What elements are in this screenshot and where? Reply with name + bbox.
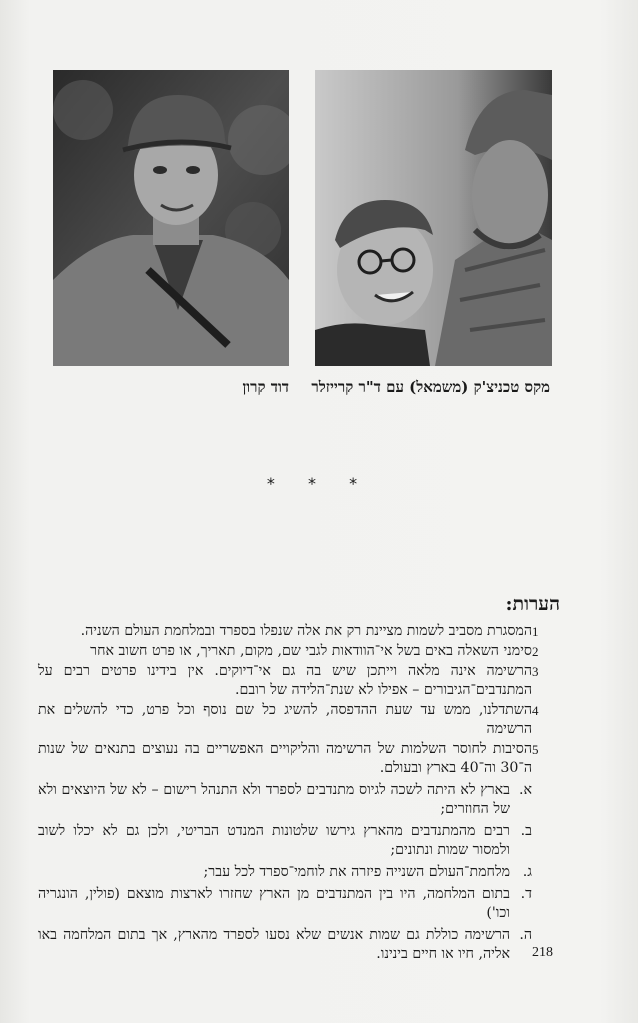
note-number: 2 (532, 644, 539, 659)
note-item (38, 662, 560, 700)
photo-portrait-david-keren (53, 70, 289, 366)
subitem-text: הרשימה כוללת גם שמות אנשים שלא נסעו לספרד מהארץ, אך בתום המלחמה באו אליה, חיו או חיים בינינו. (38, 927, 510, 962)
note-number: 1 (532, 624, 539, 639)
subitem-text: מלחמת־העולם השנייה פיזרה את לוחמי־ספרד לכל עבר; (203, 864, 510, 880)
note-subitem (38, 863, 560, 882)
section-separator-stars: * * * (266, 474, 372, 493)
note-number: 5 (532, 742, 539, 757)
photo-caption-right: מקס טכניצ'ק (משמאל) עם ד"ר קרייזלר (311, 378, 550, 396)
subitem-text: רבים מהמתנדבים מהארץ גירשו שלטונות המנדט הבריטי, ולכן גם לא יכלו לשוב ולמסור שמות ונתונים; (38, 823, 510, 858)
note-item (38, 701, 560, 739)
subitem-letter: א. (518, 782, 532, 798)
subitem-text: בתום המלחמה, היו בין המתנדבים מן הארץ שחזרו לארצות מוצאם (פולין, הונגריה וכו') (38, 886, 510, 921)
note-text: המסגרת מסביב לשמות מציינת רק את אלה שנפלו בספרד ובמלחמת העולם השניה. (80, 623, 532, 639)
subitem-letter: ה. (519, 927, 532, 943)
note-number: 3 (532, 664, 539, 679)
note-text: השתדלנו, ממש עד שעת ההדפסה, להשיג כל שם נוסף וכל פרט, כדי להשלים את הרשימה (38, 702, 532, 737)
note-text: הרשימה אינה מלאה וייתכן שיש בה גם אי־דיוקים. אין בידינו פרטים רבים על המתנדבים־הגיבורים – אפילו לא שנת־הלידה של רובם. (38, 663, 532, 698)
note-subitem (38, 822, 560, 860)
page-number: 218 (532, 945, 553, 960)
subitem-letter: ב. (520, 823, 532, 839)
note-text: הסיבות לחוסר השלמות של הרשימה והליקויים האפשריים בה נעוצים בתנאים של שנות ה־30 וה־40 בארץ ובעולם. (38, 741, 532, 776)
photo-max-and-dr-kreisler (315, 70, 552, 366)
subitem-letter: ג. (522, 864, 532, 880)
note-subitem (38, 781, 560, 819)
subitem-text: בארץ לא היתה לשכה לגיוס מתנדבים לספרד ולא התנהל רישום – לא של היוצאים ולא של החוזרים; (38, 782, 510, 817)
note-subitem (38, 885, 560, 923)
notes-heading: הערות: (505, 593, 560, 615)
note-text: סימני השאלה באים בשל אי־הוודאות לגבי שם, מקום, תאריך, או פרט חשוב אחר (90, 643, 532, 659)
note-subitem (38, 926, 560, 964)
subitem-letter: ד. (520, 886, 532, 902)
note-number: 4 (532, 703, 539, 718)
notes-section (38, 593, 560, 967)
photo-caption-left: דוד קרון (242, 378, 289, 396)
note-item (38, 740, 560, 778)
note-item (38, 642, 560, 661)
note-item (38, 622, 560, 641)
